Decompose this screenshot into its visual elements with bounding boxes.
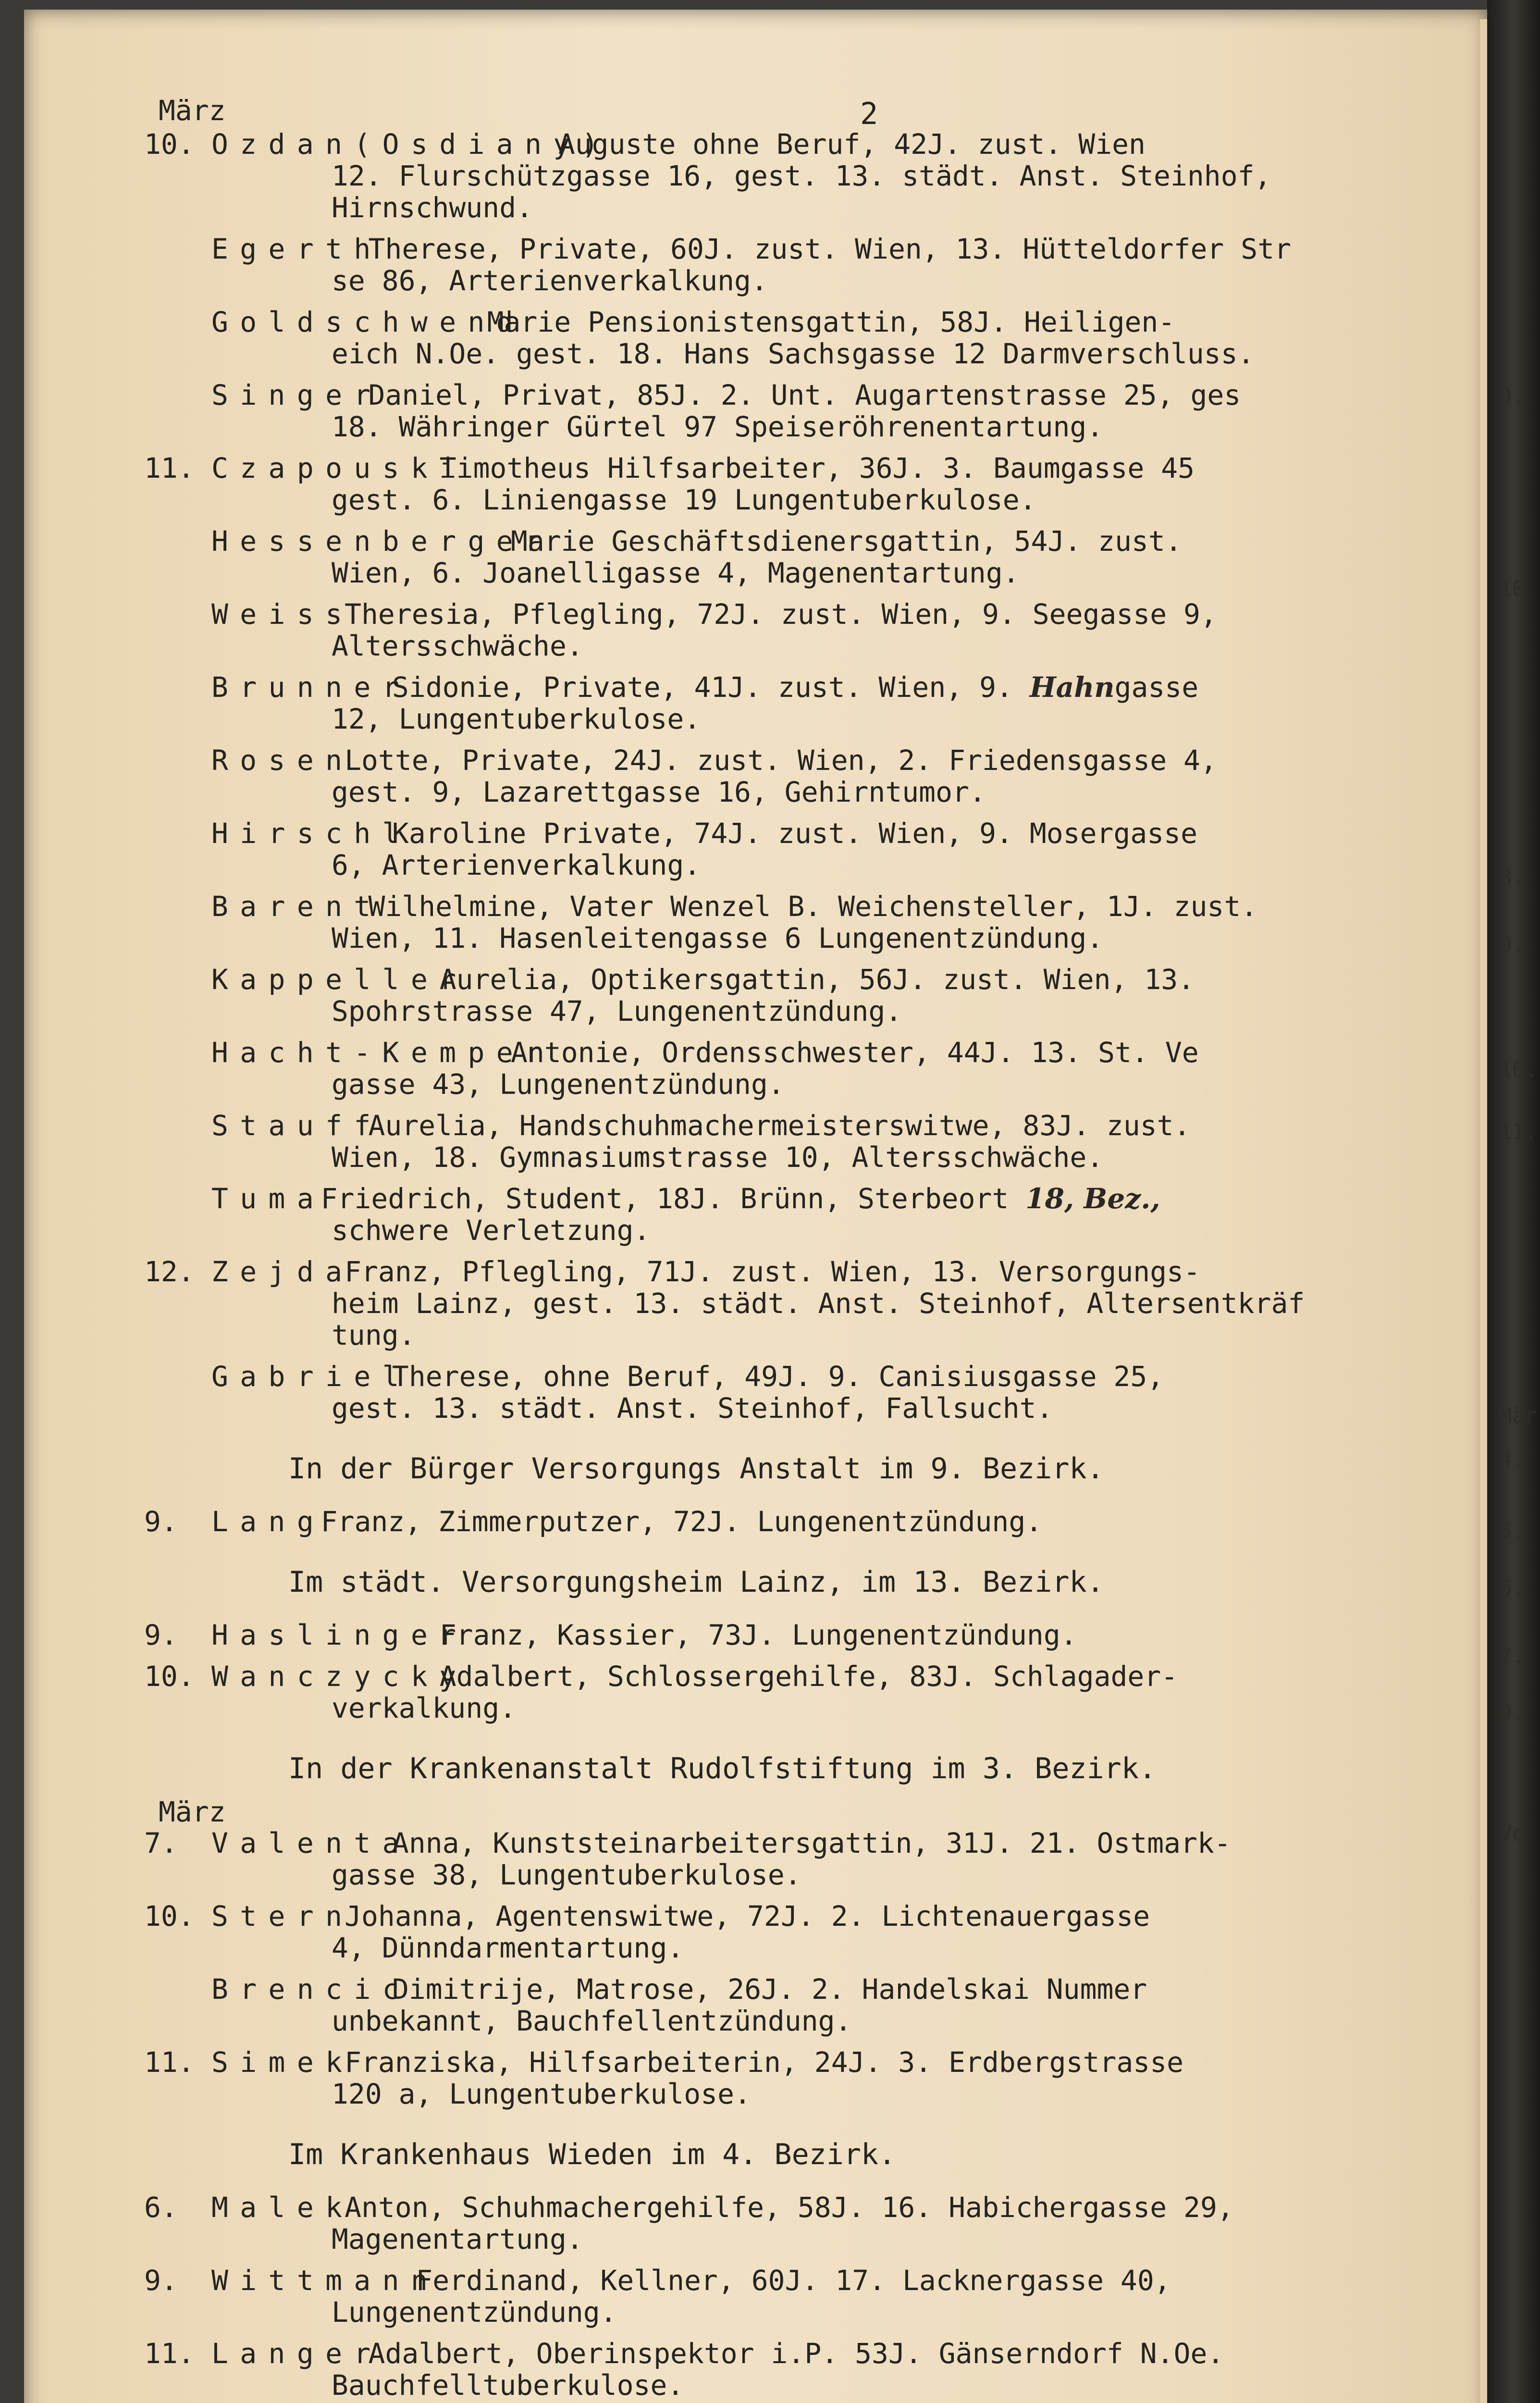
entry-text-line: Wien, 11. Hasenleitengasse 6 Lungenentzündung. [332,922,1104,954]
margin-fragment: Mär [1499,1403,1538,1428]
entry-surname: Goldschwend [211,306,525,338]
entry-surname: Kappeller [211,963,468,996]
entry-text-line: Wilhelmine, Vater Wenzel B. Weichensteller, 1J. zust. [368,890,1258,923]
entry-surname: Czapouski [211,452,468,484]
entry-surname: Valenta [211,1827,411,1859]
entry-text-line: Adalbert, Schlossergehilfe, 83J. Schlagader- [439,1660,1178,1693]
entry-day: 11. [144,452,195,484]
entry-text-line: Johanna, Agentenswitwe, 72J. 2. Lichtenauergasse [345,1900,1150,1932]
section-month: März [159,1796,226,1828]
entry-day: 6. [144,2191,178,2224]
entry-text-line: Ferdinand, Kellner, 60J. 17. Lacknergasse 40, [416,2264,1171,2297]
margin-fragment: 7. [1499,1644,1525,1668]
entry-day: 10. [144,1900,195,1932]
entry-text-line: Lungenentzündung. [332,2296,617,2329]
margin-fragment: 9. [1499,1701,1525,1726]
margin-fragment: 11. [1499,1120,1538,1144]
entry-text-line: heim Lainz, gest. 13. städt. Anst. Steinhof, Altersentkräf [332,1287,1305,1320]
entry-day: 11. [144,2337,195,2370]
entry-text-line: 12, Lungentuberkulose. [332,703,701,735]
entry-day: 9. [144,2264,178,2297]
entry-text-line: unbekannt, Bauchfellentzündung. [332,2005,852,2037]
entry-text-line: Anna, Kunststeinarbeitersgattin, 31J. 21. Ostmark- [392,1827,1231,1859]
page-number: 2 [860,96,878,131]
entry-text-line: 4, Dünndarmentartung. [332,1932,684,1964]
entry-day: 7. [144,1827,178,1859]
entry-text-line: Wien, 18. Gymnasiumstrasse 10, Altersschwäche. [332,1141,1104,1174]
entry-text-line: Bauchfelltuberkulose. [332,2369,684,2402]
entry-text-line: Karoline Private, 74J. zust. Wien, 9. Mosergasse [392,817,1198,850]
month-header: März [159,94,226,127]
margin-fragment: 5. [1499,1519,1525,1543]
entry-text-line: gest. 9, Lazarettgasse 16, Gehirntumor. [332,776,986,808]
entry-text-line: 12. Flurschützgasse 16, gest. 13. städt. Anst. Steinhof, [332,160,1271,192]
entry-surname: Gabriel [211,1360,411,1393]
entry-day: 9. [144,1619,178,1651]
margin-fragment: 9. [1499,384,1525,409]
handwritten-insert: 18, Bez., [1025,1182,1160,1215]
entry-text-line: Wien, 6. Joanelligasse 4, Magenentartung. [332,557,1020,589]
entry-text-line: Therese, Private, 60J. zust. Wien, 13. Hütteldorfer Str [368,233,1292,265]
entry-surname: Ozdan(Osdiany) [211,128,610,161]
entry-text-line: Therese, ohne Beruf, 49J. 9. Canisiusgasse 25, [392,1360,1164,1393]
entry-text-line: Adalbert, Oberinspektor i.P. 53J. Gänserndorf N.Oe. [368,2337,1224,2370]
entry-day: 12. [144,1255,195,1288]
entry-text-line: verkalkung. [332,1692,517,1724]
entry-surname: Hirschl [211,817,411,850]
entry-text-line: Lotte, Private, 24J. zust. Wien, 2. Friedensgasse 4, [345,744,1217,777]
entry-text-tail: gasse [1114,671,1199,704]
entry-text-line: Franziska, Hilfsarbeiterin, 24J. 3. Erdbergstrasse [345,2046,1184,2079]
entry-text-line: Friedrich, Student, 18J. Brünn, Sterbeort 18, Bez., [320,1182,1160,1215]
entry-day: 10. [144,1660,195,1693]
entry-text-line: 6, Arterienverkalkung. [332,849,701,881]
entry-surname: Simek [211,2046,354,2079]
entry-text-line: Anton, Schuhmachergehilfe, 58J. 16. Habichergasse 29, [345,2191,1234,2224]
section-heading: Im Krankenhaus Wieden im 4. Bezirk. [288,2138,896,2171]
margin-fragment: 10. [1499,1057,1538,1082]
entry-text-line: gasse 43, Lungenentzündung. [332,1068,785,1101]
entry-text-line: Auguste ohne Beruf, 42J. zust. Wien [558,128,1146,161]
entry-text-line: Franz, Zimmerputzer, 72J. Lungenentzündung. [320,1505,1043,1538]
entry-text-line: se 86, Arterienverkalkung. [332,264,768,297]
margin-fragment: 6. [1499,1576,1525,1601]
entry-text-line: Antonie, Ordensschwester, 44J. 13. St. Ve [510,1036,1199,1069]
entry-text-line: Altersschwäche. [332,630,583,662]
section-heading: In der Bürger Versorgungs Anstalt im 9. Bezirk. [288,1452,1104,1486]
section-heading: Im städt. Versorgungsheim Lainz, im 13. Bezirk. [288,1565,1104,1599]
entry-text-line: Aurelia, Handschuhmachermeisterswitwe, 83J. zust. [368,1109,1191,1142]
entry-text-line: Aurelia, Optikersgattin, 56J. zust. Wien, 13. [439,963,1195,996]
margin-fragment: Vo [1499,1821,1525,1846]
entry-surname: Brunner [211,671,411,704]
entry-text-line: Magenentartung. [332,2223,583,2255]
entry-text-line: Dimitrije, Matrose, 26J. 2. Handelskai Nummer [392,1973,1147,2006]
entry-surname: Wittmann [211,2264,440,2297]
book-spine [1487,0,1540,2403]
entry-text-line: eich N.Oe. gest. 18. Hans Sachsgasse 12 Darmverschluss. [332,337,1255,370]
entry-text-line: schwere Verletzung. [332,1214,651,1247]
entry-surname: Hacht-Kemper [211,1036,554,1069]
entry-surname: Haslinger [211,1619,468,1651]
entry-text-line: Daniel, Privat, 85J. 2. Unt. Augartenstrasse 25, ges [368,379,1241,411]
entry-day: 11. [144,2046,195,2079]
entry-surname: Langer [211,2337,382,2370]
margin-fragment: 9. [1499,932,1525,957]
entry-surname: Hessenberger [211,525,554,557]
entry-surname: Lang [211,1505,326,1538]
entry-text-line: 120 a, Lungentuberkulose. [332,2078,751,2110]
entry-text-line: Franz, Kassier, 73J. Lungenentzündung. [439,1619,1077,1651]
entry-text-line: tung. [332,1319,416,1351]
entry-text-line: Marie Pensionistensgattin, 58J. Heiligen- [487,306,1175,338]
entry-text-line: 18. Währinger Gürtel 97 Speiseröhrenentartung. [332,410,1104,443]
entry-surname: Zejda [211,1255,354,1288]
entry-text-line: gasse 38, Lungentuberkulose. [332,1858,801,1891]
entry-text-line: Timotheus Hilfsarbeiter, 36J. 3. Baumgasse 45 [439,452,1195,484]
margin-fragment: 8. [1499,865,1525,890]
entry-surname: Barent [211,890,382,923]
entry-surname: Brencic [211,1973,411,2006]
entry-surname: Weiss [211,598,354,631]
entry-day: 10. [144,128,195,161]
handwritten-insert: Hahn [1029,671,1115,704]
entry-text-line: Hirnschwund. [332,191,533,224]
entry-surname: Rosen [211,744,354,777]
entry-text-line: Theresia, Pflegling, 72J. zust. Wien, 9. Seegasse 9, [345,598,1217,631]
entry-text-line: Spohrstrasse 47, Lungenentzündung. [332,995,902,1028]
entry-surname: Singer [211,379,382,411]
entry-surname: Malek [211,2191,354,2224]
section-heading: In der Krankenanstalt Rudolfstiftung im 3. Bezirk. [288,1752,1157,1785]
entry-surname: Tuma [211,1182,326,1215]
entry-surname: Stauff [211,1109,382,1142]
entry-text-line: Franz, Pflegling, 71J. zust. Wien, 13. Versorgungs- [345,1255,1200,1288]
entry-surname: Stern [211,1900,354,1932]
entry-day: 9. [144,1505,178,1538]
margin-fragment: 10 [1499,577,1525,601]
entry-surname: Egerth [211,233,382,265]
entry-text-line: gest. 13. städt. Anst. Steinhof, Fallsucht. [332,1392,1053,1424]
margin-fragment: 4. [1499,1447,1525,1471]
entry-text-line: Marie Geschäftsdienersgattin, 54J. zust. [510,525,1182,557]
entry-text-line: gest. 6. Liniengasse 19 Lungentuberkulose. [332,483,1036,516]
entry-surname: Wanczycky [211,1660,468,1693]
entry-text-line: Sidonie, Private, 41J. zust. Wien, 9. Hahngasse [392,671,1199,704]
